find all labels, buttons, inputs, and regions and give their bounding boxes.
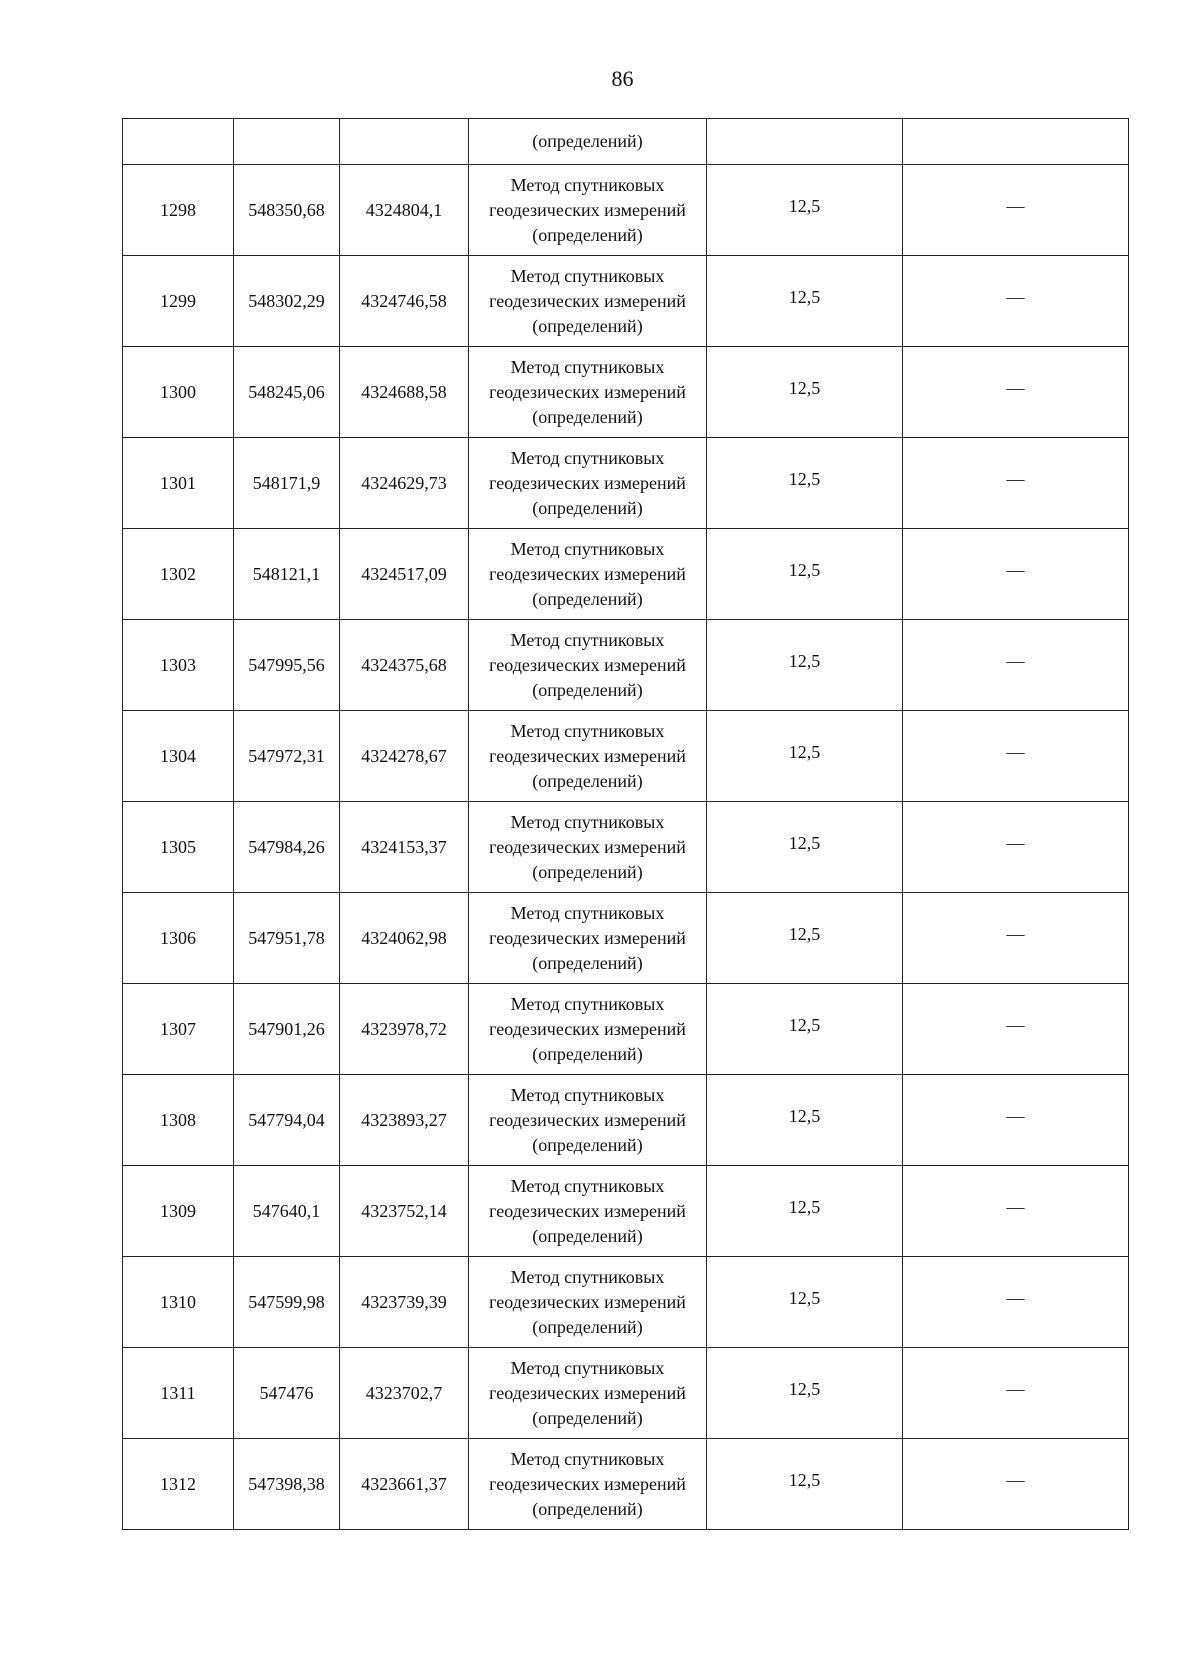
method-cell xyxy=(469,347,707,438)
coordinate-x: 547951,78 xyxy=(234,893,340,984)
table-row xyxy=(123,347,1129,438)
coordinate-x: 547476 xyxy=(234,1348,340,1439)
coordinate-x: 547599,98 xyxy=(234,1257,340,1348)
coordinate-y: 4323752,14 xyxy=(340,1166,469,1257)
table-row xyxy=(123,984,1129,1075)
note-value: — xyxy=(903,620,1129,711)
table-row xyxy=(123,165,1129,256)
table-row xyxy=(123,1439,1129,1530)
method-line-2: геодезических измерений xyxy=(489,1473,686,1494)
coordinate-y: 4324062,98 xyxy=(340,893,469,984)
point-number: 1304 xyxy=(123,711,234,802)
table-row xyxy=(123,620,1129,711)
note-value: — xyxy=(903,165,1129,256)
method-line-3: (определений) xyxy=(532,315,643,336)
method-line-1: Метод спутниковых xyxy=(510,538,665,559)
accuracy-value: 12,5 xyxy=(707,1257,903,1348)
method-line-2: геодезических измерений xyxy=(489,563,686,584)
accuracy-value: 12,5 xyxy=(707,620,903,711)
note-value: — xyxy=(903,802,1129,893)
method-line-3: (определений) xyxy=(532,224,643,245)
coordinate-y: 4324517,09 xyxy=(340,529,469,620)
note-value: — xyxy=(903,711,1129,802)
coordinate-x: 548245,06 xyxy=(234,347,340,438)
coordinates-table xyxy=(122,118,1129,1530)
cell-x xyxy=(234,119,340,165)
coordinate-x: 547901,26 xyxy=(234,984,340,1075)
coordinate-y: 4323978,72 xyxy=(340,984,469,1075)
method-line-2: геодезических измерений xyxy=(489,290,686,311)
method-cell xyxy=(469,1075,707,1166)
coordinate-y: 4324278,67 xyxy=(340,711,469,802)
method-cell xyxy=(469,620,707,711)
method-line-3: (определений) xyxy=(532,861,643,882)
table-row xyxy=(123,529,1129,620)
method-cell xyxy=(469,256,707,347)
table-row xyxy=(123,893,1129,984)
method-line-1: Метод спутниковых xyxy=(510,174,665,195)
method-cell xyxy=(469,529,707,620)
method-line-3: (определений) xyxy=(532,1225,643,1246)
method-line-2: геодезических измерений xyxy=(489,654,686,675)
method-line-2: геодезических измерений xyxy=(489,1382,686,1403)
point-number: 1298 xyxy=(123,165,234,256)
method-line-2: геодезических измерений xyxy=(489,1200,686,1221)
point-number: 1303 xyxy=(123,620,234,711)
coordinate-x: 548350,68 xyxy=(234,165,340,256)
coordinate-x: 547398,38 xyxy=(234,1439,340,1530)
table-row xyxy=(123,256,1129,347)
accuracy-value: 12,5 xyxy=(707,984,903,1075)
coordinate-y: 4323661,37 xyxy=(340,1439,469,1530)
point-number: 1307 xyxy=(123,984,234,1075)
method-line-3: (определений) xyxy=(532,1316,643,1337)
method-line-2: геодезических измерений xyxy=(489,199,686,220)
cell-y xyxy=(340,119,469,165)
cell-accuracy xyxy=(707,119,903,165)
table-row xyxy=(123,1348,1129,1439)
coordinate-x: 548171,9 xyxy=(234,438,340,529)
point-number: 1306 xyxy=(123,893,234,984)
coordinate-x: 548302,29 xyxy=(234,256,340,347)
accuracy-value: 12,5 xyxy=(707,1439,903,1530)
cell-number xyxy=(123,119,234,165)
note-value: — xyxy=(903,984,1129,1075)
method-line-2: геодезических измерений xyxy=(489,1109,686,1130)
point-number: 1309 xyxy=(123,1166,234,1257)
accuracy-value: 12,5 xyxy=(707,1348,903,1439)
note-value: — xyxy=(903,529,1129,620)
method-line-1: Метод спутниковых xyxy=(510,1084,665,1105)
coordinate-y: 4324153,37 xyxy=(340,802,469,893)
point-number: 1310 xyxy=(123,1257,234,1348)
coordinate-x: 547794,04 xyxy=(234,1075,340,1166)
method-line-3: (определений) xyxy=(532,406,643,427)
point-number: 1312 xyxy=(123,1439,234,1530)
method-line-3: (определений) xyxy=(532,1043,643,1064)
accuracy-value: 12,5 xyxy=(707,711,903,802)
accuracy-value: 12,5 xyxy=(707,1075,903,1166)
method-cell xyxy=(469,1166,707,1257)
table-row xyxy=(123,1075,1129,1166)
coordinate-x: 547972,31 xyxy=(234,711,340,802)
method-line-1: Метод спутниковых xyxy=(510,1175,665,1196)
method-cell xyxy=(469,893,707,984)
coordinate-y: 4324629,73 xyxy=(340,438,469,529)
method-line-1: Метод спутниковых xyxy=(510,265,665,286)
note-value: — xyxy=(903,893,1129,984)
method-line-3: (определений) xyxy=(532,952,643,973)
point-number: 1300 xyxy=(123,347,234,438)
table-row xyxy=(123,711,1129,802)
method-line-1: Метод спутниковых xyxy=(510,356,665,377)
note-value: — xyxy=(903,1166,1129,1257)
point-number: 1299 xyxy=(123,256,234,347)
accuracy-value: 12,5 xyxy=(707,438,903,529)
method-line-2: геодезических измерений xyxy=(489,927,686,948)
page-number: 86 xyxy=(611,66,634,91)
point-number: 1311 xyxy=(123,1348,234,1439)
cell-method xyxy=(469,119,707,165)
note-value: — xyxy=(903,1257,1129,1348)
note-value: — xyxy=(903,1348,1129,1439)
table-row xyxy=(123,438,1129,529)
method-line-1: Метод спутниковых xyxy=(510,1266,665,1287)
method-line-1: Метод спутниковых xyxy=(510,720,665,741)
method-line-3: (определений) xyxy=(532,770,643,791)
coordinate-x: 548121,1 xyxy=(234,529,340,620)
method-cell xyxy=(469,1348,707,1439)
coordinate-y: 4323702,7 xyxy=(340,1348,469,1439)
method-line-1: Метод спутниковых xyxy=(510,902,665,923)
coordinate-y: 4324688,58 xyxy=(340,347,469,438)
coordinate-x: 547640,1 xyxy=(234,1166,340,1257)
table-row xyxy=(123,1257,1129,1348)
accuracy-value: 12,5 xyxy=(707,1166,903,1257)
method-line-2: геодезических измерений xyxy=(489,1291,686,1312)
point-number: 1302 xyxy=(123,529,234,620)
accuracy-value: 12,5 xyxy=(707,893,903,984)
method-line-1: Метод спутниковых xyxy=(510,1357,665,1378)
method-line-3: (определений) xyxy=(532,1498,643,1519)
method-line-2: геодезических измерений xyxy=(489,1018,686,1039)
coordinate-x: 547984,26 xyxy=(234,802,340,893)
note-value: — xyxy=(903,438,1129,529)
table-row xyxy=(123,802,1129,893)
method-cell xyxy=(469,802,707,893)
note-value: — xyxy=(903,1439,1129,1530)
method-cell xyxy=(469,984,707,1075)
method-tail: (определений) xyxy=(532,131,643,151)
accuracy-value: 12,5 xyxy=(707,529,903,620)
method-line-2: геодезических измерений xyxy=(489,745,686,766)
point-number: 1301 xyxy=(123,438,234,529)
point-number: 1308 xyxy=(123,1075,234,1166)
coordinate-y: 4323893,27 xyxy=(340,1075,469,1166)
method-cell xyxy=(469,1439,707,1530)
note-value: — xyxy=(903,347,1129,438)
method-line-2: геодезических измерений xyxy=(489,836,686,857)
accuracy-value: 12,5 xyxy=(707,802,903,893)
table-row-continuation xyxy=(123,119,1129,165)
method-line-1: Метод спутниковых xyxy=(510,629,665,650)
method-cell xyxy=(469,711,707,802)
coordinate-y: 4324804,1 xyxy=(340,165,469,256)
note-value: — xyxy=(903,1075,1129,1166)
method-cell xyxy=(469,1257,707,1348)
cell-note xyxy=(903,119,1129,165)
table-row xyxy=(123,1166,1129,1257)
method-line-1: Метод спутниковых xyxy=(510,811,665,832)
method-line-1: Метод спутниковых xyxy=(510,993,665,1014)
method-line-2: геодезических измерений xyxy=(489,472,686,493)
table-body xyxy=(123,119,1129,1530)
method-line-1: Метод спутниковых xyxy=(510,1448,665,1469)
method-line-2: геодезических измерений xyxy=(489,381,686,402)
coordinate-y: 4324746,58 xyxy=(340,256,469,347)
note-value: — xyxy=(903,256,1129,347)
accuracy-value: 12,5 xyxy=(707,165,903,256)
method-line-3: (определений) xyxy=(532,1134,643,1155)
accuracy-value: 12,5 xyxy=(707,256,903,347)
coordinate-x: 547995,56 xyxy=(234,620,340,711)
method-cell xyxy=(469,438,707,529)
method-line-3: (определений) xyxy=(532,497,643,518)
method-line-1: Метод спутниковых xyxy=(510,447,665,468)
method-cell xyxy=(469,165,707,256)
method-line-3: (определений) xyxy=(532,588,643,609)
method-line-3: (определений) xyxy=(532,679,643,700)
coordinate-y: 4324375,68 xyxy=(340,620,469,711)
coordinate-y: 4323739,39 xyxy=(340,1257,469,1348)
method-line-3: (определений) xyxy=(532,1407,643,1428)
point-number: 1305 xyxy=(123,802,234,893)
accuracy-value: 12,5 xyxy=(707,347,903,438)
